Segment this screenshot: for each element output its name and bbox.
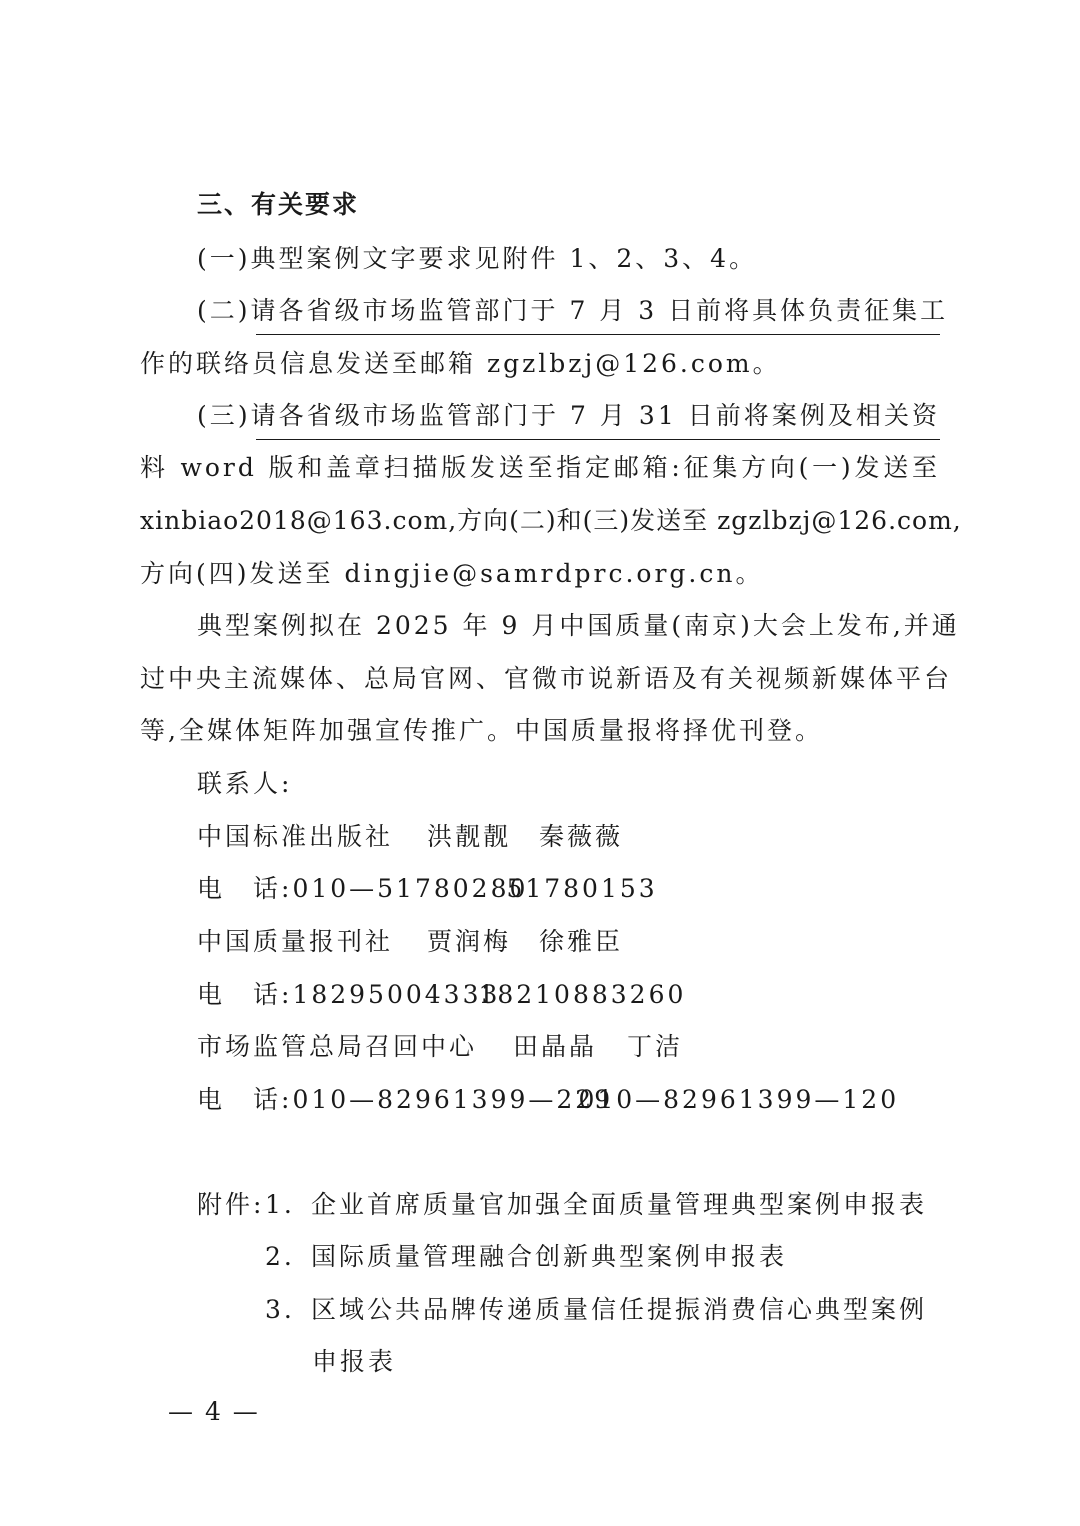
requirement-item-1: (一)典型案例文字要求见附件 1、2、3、4。: [197, 244, 758, 273]
contact-org-1: [197, 820, 940, 854]
contact-person: 秦薇薇: [539, 822, 624, 851]
attachment-title: 国际质量管理融合创新典型案例申报表: [311, 1242, 788, 1271]
attachment-item-3-continuation: 申报表: [312, 1347, 397, 1376]
contact-org-2: [197, 925, 940, 959]
attachment-title: 区域公共品牌传递质量信任提振消费信心典型案例: [311, 1295, 928, 1324]
section-heading: 三、有关要求: [197, 190, 360, 219]
contact-person: 田晶晶: [513, 1032, 598, 1061]
publication-paragraph-line-2: 过中央主流媒体、总局官网、官微市说新语及有关视频新媒体平台: [140, 664, 953, 693]
attachment-number: 1.: [265, 1190, 295, 1219]
phone-number: 18210883260: [478, 980, 687, 1009]
requirement-item-3-line-3: xinbiao2018@163.com,方向(二)和(三)发送至 zgzlbzj@126.com,: [140, 506, 962, 535]
page-number: — 4 —: [168, 1397, 260, 1426]
phone-number: 51780153: [506, 874, 658, 903]
requirement-item-3-line-2: 料 word 版和盖章扫描版发送至指定邮箱:征集方向(一)发送至: [140, 453, 940, 482]
contact-phone-2: [197, 978, 940, 1012]
requirement-item-2-line-2: 作的联络员信息发送至邮箱 zgzlbzj@126.com。: [140, 349, 781, 378]
phone-number: 010—82961399—229: [292, 1085, 614, 1114]
underline-rule: [256, 439, 940, 440]
contact-person: 贾润梅: [427, 927, 512, 956]
org-name: 市场监管总局召回中心: [197, 1032, 478, 1061]
contact-person: 徐雅臣: [539, 927, 624, 956]
contact-phone-1: [197, 872, 940, 906]
phone-number: 010—82961399—120: [578, 1085, 900, 1114]
attachment-number: 2.: [265, 1242, 295, 1271]
attachment-title: 企业首席质量官加强全面质量管理典型案例申报表: [311, 1190, 928, 1219]
org-name: 中国标准出版社: [197, 822, 394, 851]
phone-label: 电 话:: [197, 980, 293, 1009]
phone-label: 电 话:: [197, 874, 293, 903]
phone-number: 010—51780280: [292, 874, 529, 903]
contact-org-3: [197, 1030, 940, 1064]
publication-paragraph-line-3: 等,全媒体矩阵加强宣传推广。中国质量报将择优刊登。: [140, 716, 823, 745]
underline-rule: [256, 334, 940, 335]
attachment-item-1: [197, 1188, 940, 1222]
requirement-item-2-line-1: (二)请各省级市场监管部门于 7 月 3 日前将具体负责征集工: [197, 296, 949, 325]
contact-person: 洪靓靓: [427, 822, 512, 851]
attachments-label: 附件:: [197, 1190, 265, 1219]
contact-person: 丁洁: [627, 1032, 684, 1061]
requirement-item-3-line-4: 方向(四)发送至 dingjie@samrdprc.org.cn。: [140, 559, 764, 588]
phone-label: 电 话:: [197, 1085, 293, 1114]
contact-phone-3: [197, 1083, 940, 1117]
attachment-number: 3.: [265, 1295, 295, 1324]
contacts-label: 联系人:: [197, 769, 293, 798]
attachment-item-2: [265, 1240, 940, 1274]
publication-paragraph-line-1: 典型案例拟在 2025 年 9 月中国质量(南京)大会上发布,并通: [197, 611, 960, 640]
phone-number: 18295004333: [292, 980, 501, 1009]
org-name: 中国质量报刊社: [197, 927, 394, 956]
requirement-item-3-line-1: (三)请各省级市场监管部门于 7 月 31 日前将案例及相关资: [197, 401, 940, 430]
attachment-item-3: [265, 1293, 940, 1327]
